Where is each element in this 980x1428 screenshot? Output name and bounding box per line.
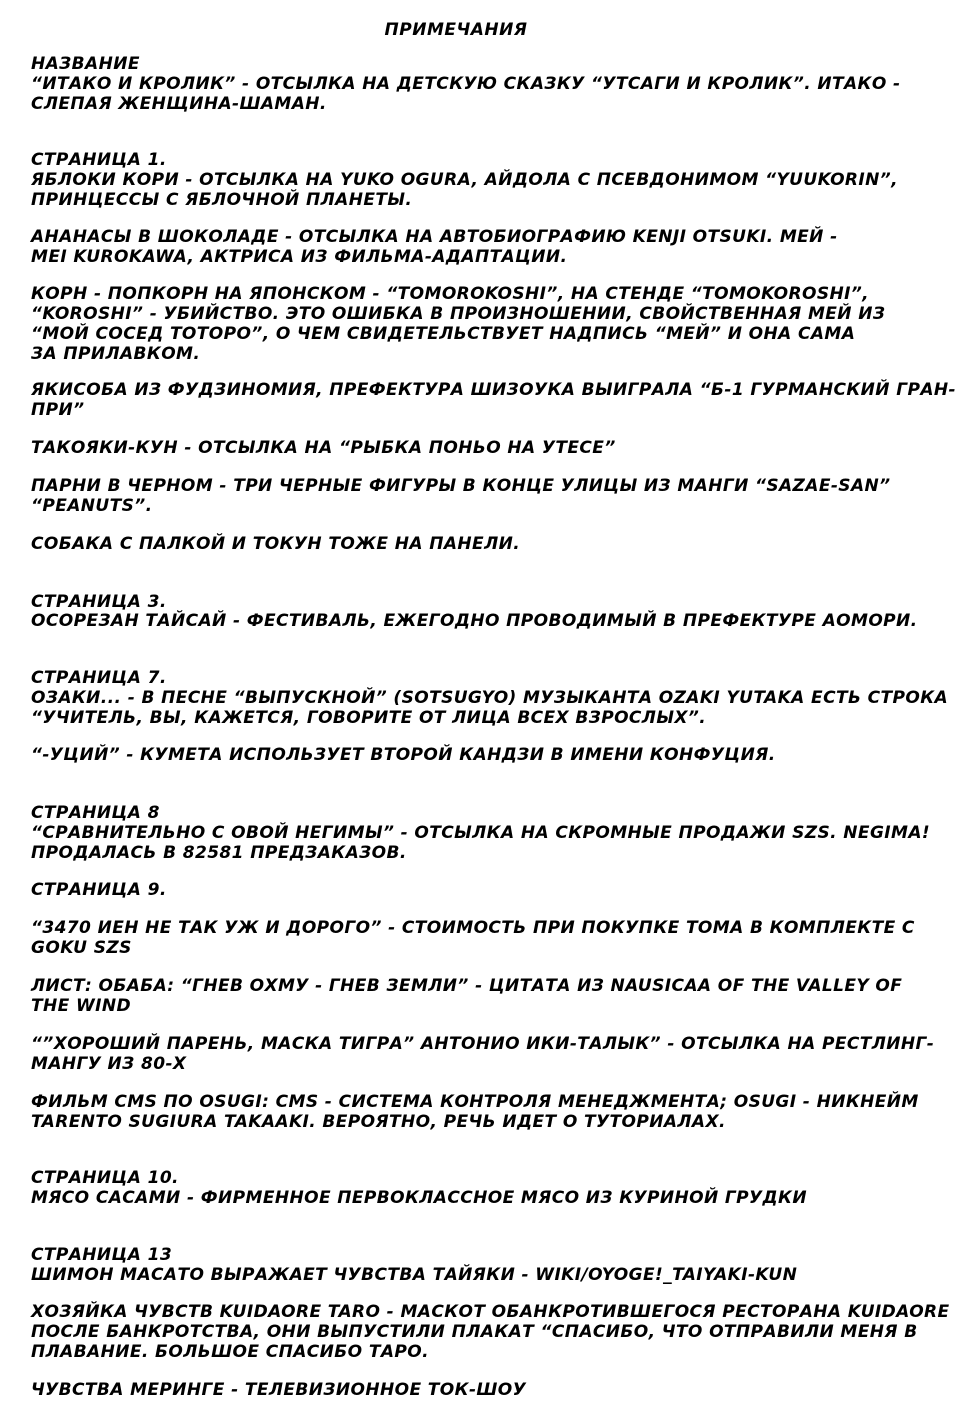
text-line: “ИТАКО И КРОЛИК” - ОТСЫЛКА НА ДЕТСКУЮ СКАЗКУ “УТСАГИ И КРОЛИК”. ИТАКО - — [31, 74, 901, 94]
text-line: СОБАКА С ПАЛКОЙ И ТОКУН ТОЖЕ НА ПАНЕЛИ. — [31, 534, 521, 554]
text-line: ХОЗЯЙКА ЧУВСТВ KUIDAORE TARO - МАСКОТ ОБАНКРОТИВШЕГОСЯ РЕСТОРАНА KUIDAORE — [31, 1302, 950, 1322]
text-line: КОРН - ПОПКОРН НА ЯПОНСКОМ - “TOMOROKOSHI”, НА СТЕНДЕ “TOMOKOROSHI”, — [31, 284, 870, 304]
text-line: “МОЙ СОСЕД ТОТОРО”, О ЧЕМ СВИДЕТЕЛЬСТВУЕТ НАДПИСЬ “МЕЙ” И ОНА САМА — [31, 324, 856, 344]
text-line: ТАКОЯКИ-КУН - ОТСЫЛКА НА “РЫБКА ПОНЬО НА УТЕСЕ” — [31, 438, 616, 458]
text-line: ШИМОН МАСАТО ВЫРАЖАЕТ ЧУВСТВА ТАЙЯКИ - WIKI/OYOGE!_TAIYAKI-KUN — [31, 1265, 798, 1285]
text-line: ЯБЛОКИ КОРИ - ОТСЫЛКА НА YUKO OGURA, АЙДОЛА С ПСЕВДОНИМОМ “YUUKORIN”, — [31, 170, 898, 190]
text-line: “3470 ИЕН НЕ ТАК УЖ И ДОРОГО” - СТОИМОСТЬ ПРИ ПОКУПКЕ ТОМА В КОМПЛЕКТЕ С — [31, 918, 915, 938]
text-line: МАНГУ ИЗ 80-Х — [31, 1054, 187, 1074]
text-line: TARENTO SUGIURA TAKAAKI. ВЕРОЯТНО, РЕЧЬ ИДЕТ О ТУТОРИАЛАХ. — [31, 1112, 726, 1132]
text-line: НАЗВАНИЕ — [31, 54, 140, 74]
text-line: ОЗАКИ... - В ПЕСНЕ “ВЫПУСКНОЙ” (SOTSUGYO) МУЗЫКАНТА OZAKI YUTAKA ЕСТЬ СТРОКА — [31, 688, 949, 708]
text-line: “-УЦИЙ” - КУМЕТА ИСПОЛЬЗУЕТ ВТОРОЙ КАНДЗИ В ИМЕНИ КОНФУЦИЯ. — [31, 745, 776, 765]
text-line: ПОСЛЕ БАНКРОТСТВА, ОНИ ВЫПУСТИЛИ ПЛАКАТ “СПАСИБО, ЧТО ОТПРАВИЛИ МЕНЯ В — [31, 1322, 918, 1342]
text-line: ПЛАВАНИЕ. БОЛЬШОЕ СПАСИБО ТАРО. — [31, 1342, 429, 1362]
text-line: “”ХОРОШИЙ ПАРЕНЬ, МАСКА ТИГРА” АНТОНИО ИКИ-ТАЛЫК” - ОТСЫЛКА НА РЕСТЛИНГ- — [31, 1034, 935, 1054]
text-line: СТРАНИЦА 13 — [31, 1245, 173, 1265]
text-line: ЗА ПРИЛАВКОМ. — [31, 344, 201, 364]
text-line: СТРАНИЦА 7. — [31, 668, 167, 688]
text-line: “УЧИТЕЛЬ, ВЫ, КАЖЕТСЯ, ГОВОРИТЕ ОТ ЛИЦА ВСЕХ ВЗРОСЛЫХ”. — [31, 708, 707, 728]
text-line: ПАРНИ В ЧЕРНОМ - ТРИ ЧЕРНЫЕ ФИГУРЫ В КОНЦЕ УЛИЦЫ ИЗ МАНГИ “SAZAE-SAN” — [31, 476, 891, 496]
text-line: МЯСО САСАМИ - ФИРМЕННОЕ ПЕРВОКЛАССНОЕ МЯСО ИЗ КУРИНОЙ ГРУДКИ — [31, 1188, 807, 1208]
text-line: ЛИСТ: ОБАБА: “ГНЕВ ОХМУ - ГНЕВ ЗЕМЛИ” - ЦИТАТА ИЗ NAUSICAA OF THE VALLEY OF — [31, 976, 903, 996]
text-line: MEI KUROKAWA, АКТРИСА ИЗ ФИЛЬМА-АДАПТАЦИИ. — [31, 247, 568, 267]
text-line: СТРАНИЦА 1. — [31, 150, 167, 170]
text-line: “KOROSHI” - УБИЙСТВО. ЭТО ОШИБКА В ПРОИЗНОШЕНИИ, СВОЙСТВЕННАЯ МЕЙ ИЗ — [31, 304, 886, 324]
text-line: ПРОДАЛАСЬ В 82581 ПРЕДЗАКАЗОВ. — [31, 843, 407, 863]
text-line: GOKU SZS — [31, 938, 132, 958]
text-line: СЛЕПАЯ ЖЕНЩИНА-ШАМАН. — [31, 94, 327, 114]
text-line: СТРАНИЦА 3. — [31, 592, 167, 612]
text-line: СТРАНИЦА 9. — [31, 880, 167, 900]
text-line: ЯКИСОБА ИЗ ФУДЗИНОМИЯ, ПРЕФЕКТУРА ШИЗОУКА ВЫИГРАЛА “Б-1 ГУРМАНСКИЙ ГРАН- — [31, 380, 956, 400]
text-line: “PEANUTS”. — [31, 496, 153, 516]
text-line: ФИЛЬМ CMS ПО OSUGI: CMS - СИСТЕМА КОНТРОЛЯ МЕНЕДЖМЕНТА; OSUGI - НИКНЕЙМ — [31, 1092, 919, 1112]
text-line: АНАНАСЫ В ШОКОЛАДЕ - ОТСЫЛКА НА АВТОБИОГРАФИЮ KENJI OTSUKI. МЕЙ - — [31, 227, 838, 247]
text-line: ЧУВСТВА МЕРИНГЕ - ТЕЛЕВИЗИОННОЕ ТОК-ШОУ — [31, 1380, 527, 1400]
text-line: ПРИ” — [31, 400, 85, 420]
text-line: СТРАНИЦА 8 — [31, 803, 160, 823]
text-line: СТРАНИЦА 10. — [31, 1168, 179, 1188]
text-line: ПРИНЦЕССЫ С ЯБЛОЧНОЙ ПЛАНЕТЫ. — [31, 190, 413, 210]
text-line: THE WIND — [31, 996, 131, 1016]
text-line: “СРАВНИТЕЛЬНО С ОВОЙ НЕГИМЫ” - ОТСЫЛКА НА СКРОМНЫЕ ПРОДАЖИ SZS. NEGIMA! — [31, 823, 931, 843]
page-title: ПРИМЕЧАНИЯ — [384, 20, 528, 40]
text-line: ОСОРЕЗАН ТАЙСАЙ - ФЕСТИВАЛЬ, ЕЖЕГОДНО ПРОВОДИМЫЙ В ПРЕФЕКТУРЕ АОМОРИ. — [31, 611, 918, 631]
